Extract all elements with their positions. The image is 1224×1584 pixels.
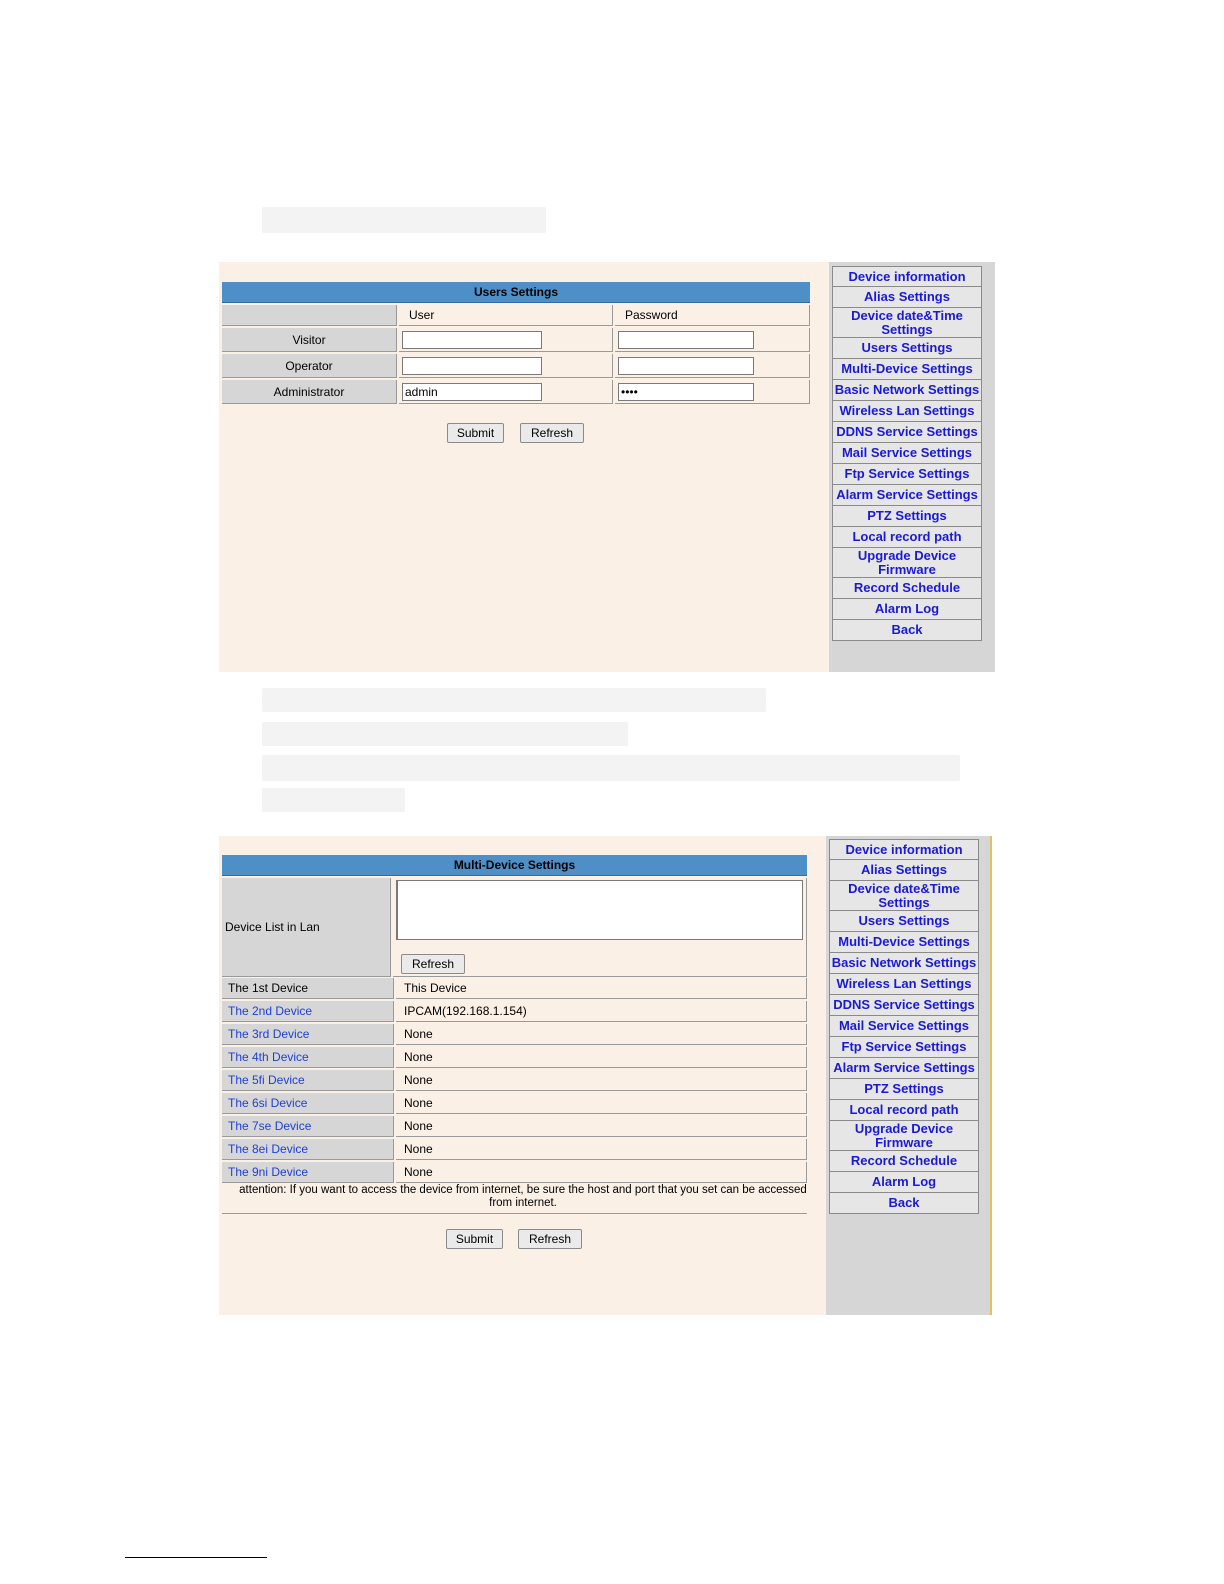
sidebar-item-device-information[interactable]: Device information	[829, 839, 979, 860]
blurred-text	[262, 688, 766, 712]
sidebar-item-alarm-log[interactable]: Alarm Log	[829, 1172, 979, 1193]
administrator-password-input[interactable]	[618, 383, 754, 401]
device-slot-value: This Device	[396, 978, 807, 999]
sidebar-item-back[interactable]: Back	[832, 620, 982, 641]
users-settings-header: Users Settings	[222, 282, 810, 303]
device-slot-value: None	[396, 1024, 807, 1045]
administrator-user-input[interactable]	[402, 383, 542, 401]
visitor-user-input[interactable]	[402, 331, 542, 349]
sidebar-item-mail-service-settings[interactable]: Mail Service Settings	[832, 443, 982, 464]
device-slot-label[interactable]: The 4th Device	[222, 1047, 394, 1068]
device-list-table	[220, 876, 809, 979]
sidebar-item-ftp-service-settings[interactable]: Ftp Service Settings	[829, 1037, 979, 1058]
table-row	[222, 978, 807, 999]
sidebar-item-multi-device-settings[interactable]: Multi-Device Settings	[829, 932, 979, 953]
sidebar-item-record-schedule[interactable]: Record Schedule	[829, 1151, 979, 1172]
operator-label: Operator	[222, 354, 397, 378]
table-row	[222, 1116, 807, 1137]
device-list-refresh-button[interactable]: Refresh	[401, 954, 465, 974]
device-slot-value: None	[396, 1070, 807, 1091]
device-slot-value: None	[396, 1093, 807, 1114]
sidebar-item-basic-network-settings[interactable]: Basic Network Settings	[832, 380, 982, 401]
users-table	[220, 303, 812, 406]
visitor-password-input[interactable]	[618, 331, 754, 349]
device-slots-table	[220, 976, 809, 1185]
sidebar-item-users-settings[interactable]: Users Settings	[832, 338, 982, 359]
sidebar-item-upgrade-device-firmware[interactable]: Upgrade Device Firmware	[829, 1121, 979, 1151]
table-row	[222, 1070, 807, 1091]
users-settings-panel	[219, 262, 995, 672]
device-slot-label[interactable]: The 8ei Device	[222, 1139, 394, 1160]
sidebar-item-alarm-log[interactable]: Alarm Log	[832, 599, 982, 620]
blurred-text	[262, 755, 960, 781]
device-slot-label[interactable]: The 7se Device	[222, 1116, 394, 1137]
table-row	[222, 1047, 807, 1068]
users-corner-cell	[222, 305, 397, 326]
device-slot-label[interactable]: The 6si Device	[222, 1093, 394, 1114]
multi-device-settings-panel	[219, 836, 992, 1315]
users-settings-main	[219, 262, 829, 672]
device-slot-value: None	[396, 1139, 807, 1160]
multi-device-header: Multi-Device Settings	[222, 855, 807, 876]
sidebar-menu-1	[832, 266, 982, 641]
sidebar-item-multi-device-settings[interactable]: Multi-Device Settings	[832, 359, 982, 380]
sidebar-item-wireless-lan-settings[interactable]: Wireless Lan Settings	[832, 401, 982, 422]
sidebar-item-ptz-settings[interactable]: PTZ Settings	[832, 506, 982, 527]
sidebar-item-alias-settings[interactable]: Alias Settings	[832, 287, 982, 308]
administrator-label: Administrator	[222, 380, 397, 404]
sidebar-1	[829, 262, 995, 672]
device-list-label: Device List in Lan	[222, 878, 391, 977]
multi-device-main	[219, 836, 826, 1315]
table-row	[222, 1093, 807, 1114]
sidebar-2	[826, 836, 992, 1315]
visitor-label: Visitor	[222, 328, 397, 352]
table-row	[222, 1024, 807, 1045]
sidebar-item-device-information[interactable]: Device information	[832, 266, 982, 287]
footnote-rule	[125, 1557, 267, 1558]
blurred-text	[262, 207, 546, 233]
device-slot-label[interactable]: The 9ni Device	[222, 1162, 394, 1183]
sidebar-item-ddns-service-settings[interactable]: DDNS Service Settings	[829, 995, 979, 1016]
blurred-text	[262, 722, 628, 746]
users-submit-button[interactable]: Submit	[447, 423, 504, 443]
multi-refresh-button[interactable]: Refresh	[518, 1229, 582, 1249]
sidebar-item-wireless-lan-settings[interactable]: Wireless Lan Settings	[829, 974, 979, 995]
users-refresh-button[interactable]: Refresh	[520, 423, 584, 443]
device-slot-label[interactable]: The 2nd Device	[222, 1001, 394, 1022]
device-slot-label[interactable]: The 5fi Device	[222, 1070, 394, 1091]
sidebar-item-ptz-settings[interactable]: PTZ Settings	[829, 1079, 979, 1100]
multi-submit-button[interactable]: Submit	[446, 1229, 503, 1249]
device-slot-label: The 1st Device	[222, 978, 394, 999]
sidebar-menu-2	[829, 839, 979, 1214]
sidebar-item-alarm-service-settings[interactable]: Alarm Service Settings	[829, 1058, 979, 1079]
operator-user-input[interactable]	[402, 357, 542, 375]
table-row	[222, 1139, 807, 1160]
blurred-text	[262, 788, 405, 812]
table-row	[222, 1162, 807, 1183]
sidebar-item-alarm-service-settings[interactable]: Alarm Service Settings	[832, 485, 982, 506]
operator-password-input[interactable]	[618, 357, 754, 375]
device-slot-value: None	[396, 1116, 807, 1137]
sidebar-item-ftp-service-settings[interactable]: Ftp Service Settings	[832, 464, 982, 485]
device-list-box[interactable]	[396, 880, 803, 940]
attention-note: attention: If you want to access the device from internet, be sure the host and port that you set can be accessed from internet.	[239, 1184, 807, 1209]
table-row	[222, 1001, 807, 1022]
sidebar-item-device-date-time-settings[interactable]: Device date&Time Settings	[832, 308, 982, 338]
device-slot-value: None	[396, 1047, 807, 1068]
sidebar-item-back[interactable]: Back	[829, 1193, 979, 1214]
sidebar-item-alias-settings[interactable]: Alias Settings	[829, 860, 979, 881]
device-slot-label[interactable]: The 3rd Device	[222, 1024, 394, 1045]
sidebar-item-upgrade-device-firmware[interactable]: Upgrade Device Firmware	[832, 548, 982, 578]
device-slot-value: IPCAM(192.168.1.154)	[396, 1001, 807, 1022]
sidebar-item-local-record-path[interactable]: Local record path	[829, 1100, 979, 1121]
sidebar-item-ddns-service-settings[interactable]: DDNS Service Settings	[832, 422, 982, 443]
sidebar-item-record-schedule[interactable]: Record Schedule	[832, 578, 982, 599]
sidebar-item-basic-network-settings[interactable]: Basic Network Settings	[829, 953, 979, 974]
attention-underline	[222, 1213, 807, 1214]
sidebar-item-users-settings[interactable]: Users Settings	[829, 911, 979, 932]
sidebar-item-mail-service-settings[interactable]: Mail Service Settings	[829, 1016, 979, 1037]
sidebar-item-local-record-path[interactable]: Local record path	[832, 527, 982, 548]
col-user-header: User	[399, 305, 613, 326]
col-password-header: Password	[615, 305, 810, 326]
sidebar-item-device-date-time-settings[interactable]: Device date&Time Settings	[829, 881, 979, 911]
device-slot-value: None	[396, 1162, 807, 1183]
